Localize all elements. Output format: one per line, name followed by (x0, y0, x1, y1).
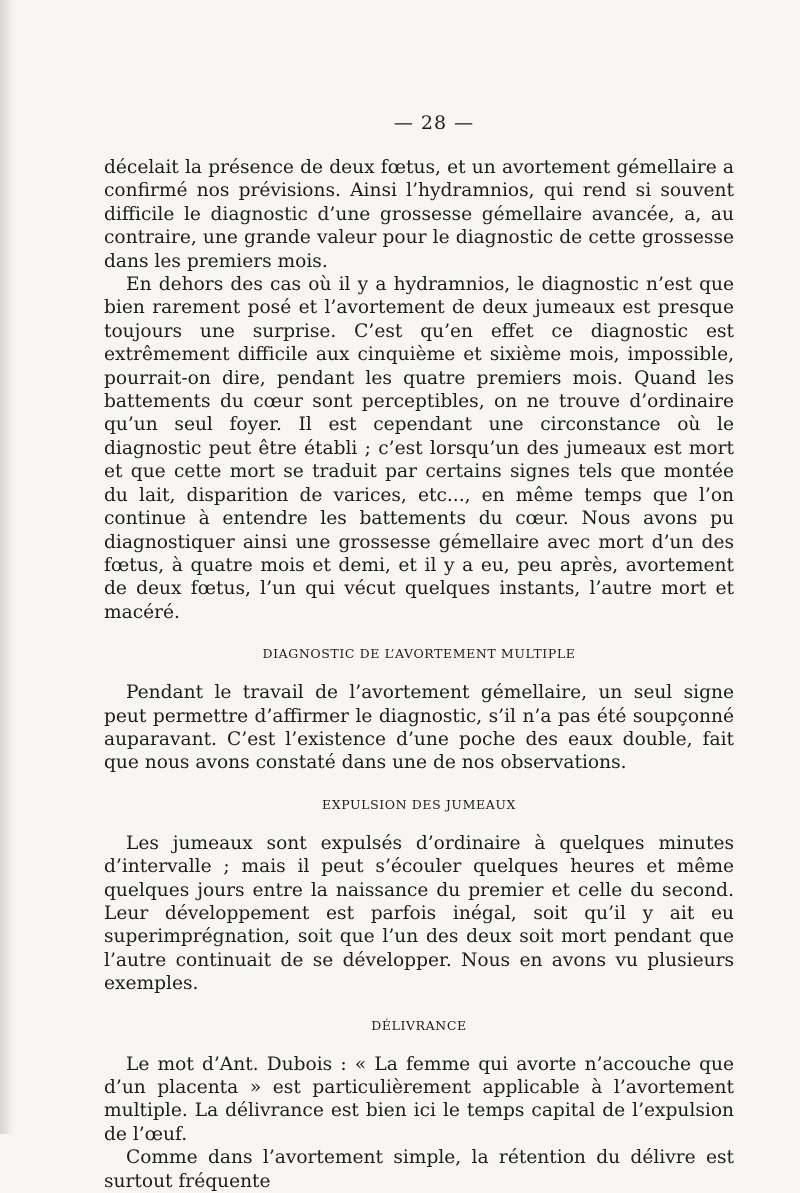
section-heading-delivrance: DÉLIVRANCE (371, 1017, 467, 1033)
paragraph-delivrance-1: Le mot d’Ant. Dubois : « La femme qui avorte n’accouche que d’un placenta » est particulièrement applicable à l’avortement multiple. La délivrance est bien ici le temps capital de l’expulsion de l’œuf. (104, 1053, 734, 1145)
paragraph-diagnosis: En dehors des cas où il y a hydramnios, le diagnostic n’est que bien rarement posé et l’avortement de deux jumeaux est presque toujours une surprise. C’est qu’en effet ce diagnostic est extrêmement difficile aux cinquième et sixième mois, impossible, pourrait-on dire, pendant les quatre premiers mois. Quand les battements du cœur sont perceptibles, on ne trouve d’ordinaire qu’un seul foyer. Il est cependant une circonstance où le diagnostic peut être établi ; c’est lorsqu’un des jumeaux est mort et que cette mort se traduit par certains signes tels que montée du lait, disparition de varices, etc..., en même temps que l’on continue à entendre les battements du cœur. Nous avons pu diagnostiquer ainsi une grossesse gémellaire avec mort d’un des fœtus, à quatre mois et demi, et il y a eu, peu après, avortement de deux fœtus, l’un qui vécut quelques instants, l’autre mort et macéré. (104, 274, 734, 623)
section-heading-diagnostic: DIAGNOSTIC DE L’AVORTEMENT MULTIPLE (262, 646, 576, 662)
scan-edge (0, 0, 14, 1134)
paragraph-continuation: décelait la présence de deux fœtus, et un avortement gémellaire a confirmé nos prévisions. Ainsi l’hydramnios, qui rend si souvent difficile le diagnostic d’une grossesse gémellaire avancée, a, au contraire, une grande valeur pour le diagnostic de cette grossesse dans les premiers mois. (104, 157, 734, 272)
paragraph-delivrance-2: Comme dans l’avortement simple, la rétention du délivre est surtout fréquente (104, 1147, 734, 1192)
page-number: — 28 — (393, 112, 475, 134)
paragraph-expulsion: Les jumeaux sont expulsés d’ordinaire à quelques minutes d’intervalle ; mais il peut s’écouler quelques heures et même quelques jours entre la naissance du premier et celle du second. Leur développement est parfois inégal, soit qu’il y ait eu superimprégnation, soit que l’un des deux soit mort pendant que l’autre continuait de se développer. Nous en avons vu plusieurs exemples. (104, 832, 734, 995)
section-heading-expulsion: EXPULSION DES JUMEAUX (322, 796, 516, 812)
paragraph-diagnostic: Pendant le travail de l’avortement gémellaire, un seul signe peut permettre d’affirmer le diagnostic, s’il n’a pas été soupçonné auparavant. C’est l’existence d’une poche des eaux double, fait que nous avons constaté dans une de nos observations. (104, 682, 734, 774)
